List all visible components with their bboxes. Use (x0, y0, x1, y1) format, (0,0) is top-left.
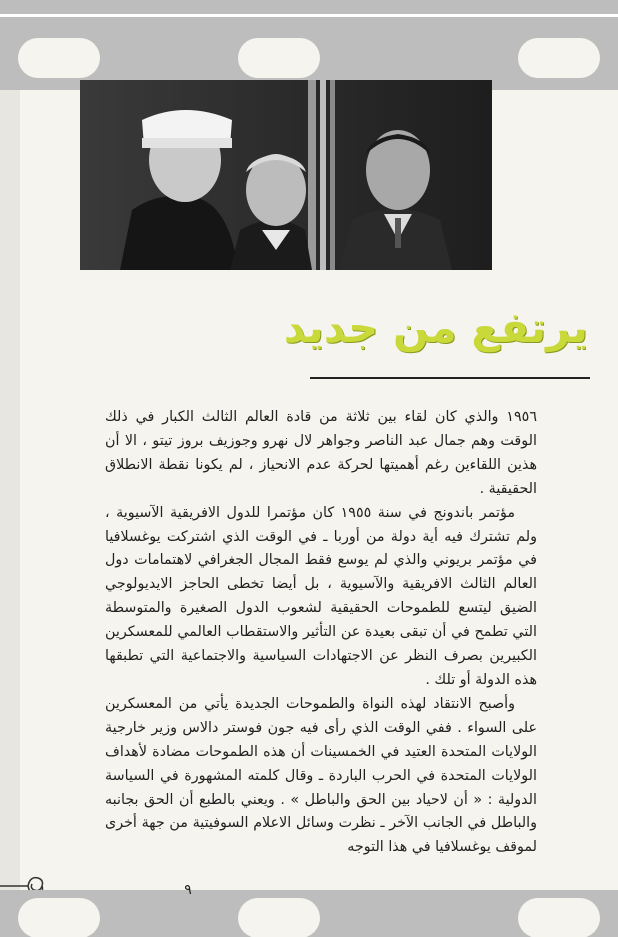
bottom-band (0, 890, 618, 937)
headline-rule (310, 377, 590, 379)
top-tab (238, 38, 320, 78)
leaders-photo (80, 80, 492, 270)
article-paragraph: وأصبح الانتقاد لهذه النواة والطموحات الجديدة يأتي من المعسكرين على السواء . ففي الوقت الذي رأى فيه جون فوستر دالاس وزير خارجية الولايات المتحدة العتيد في الخمسينات أن هذه الطموحات مضادة لأهداف الولايات المتحدة في الحرب الباردة ـ وقال كلمته المشهورة في السياسة الدولية : « أن لاحياد بين الحق والباطل » . ويعني بالطبع أن الحق بجانبه والباطل في الجانب الآخر ـ نظرت وسائل الاعلام السوفيتية من جهة أخرى لموقف يوغسلافيا في هذا التوجه (105, 695, 537, 856)
headline: يرتفع من جديد (283, 303, 588, 352)
article-paragraph: مؤتمر باندونج في سنة ١٩٥٥ كان مؤتمرا للدول الافريقية الآسيوية ، ولم تشترك فيه أية دولة من أوربا ـ في الوقت الذي اشتركت يوغسلافيا في مؤتمر بريوني والذي لم يوسع فقط المجال الجغرافي لاهتمامات دول العالم الثالث الافريقية والآسيوية ، بل أيضا تخطى الحاجز الايديولوجي الضيق ليتسع للطموحات الحقيقية لشعوب الدول الصغيرة والمتوسطة التي تطمح في أن تبقى بعيدة عن التأثير والاستقطاب العالمي للمعسكرين الكبيرين بصرف النظر عن الاجتهادات السياسية والاجتماعية التي تطبقها هذه الدولة أو تلك . (105, 504, 537, 688)
top-rule (0, 14, 618, 17)
article-body (105, 406, 537, 860)
bottom-tab (18, 898, 100, 937)
bottom-tab (238, 898, 320, 937)
photo-illustration (80, 80, 492, 270)
top-tab (518, 38, 600, 78)
article-paragraph: ١٩٥٦ والذي كان لقاء بين ثلاثة من قادة العالم الثالث الكبار في ذلك الوقت وهم جمال عبد الناصر وجواهر لال نهرو وجوزيف بروز تيتو ، الا أن هذين اللقاءين رغم أهميتها لحركة عدم الانحياز ، لم يكونا نقطة الانطلاق الحقيقية . (105, 409, 537, 497)
top-band (0, 0, 618, 90)
top-tab (18, 38, 100, 78)
bottom-tab (518, 898, 600, 937)
left-margin-strip (0, 90, 20, 890)
page-number: ٩ (184, 882, 192, 898)
